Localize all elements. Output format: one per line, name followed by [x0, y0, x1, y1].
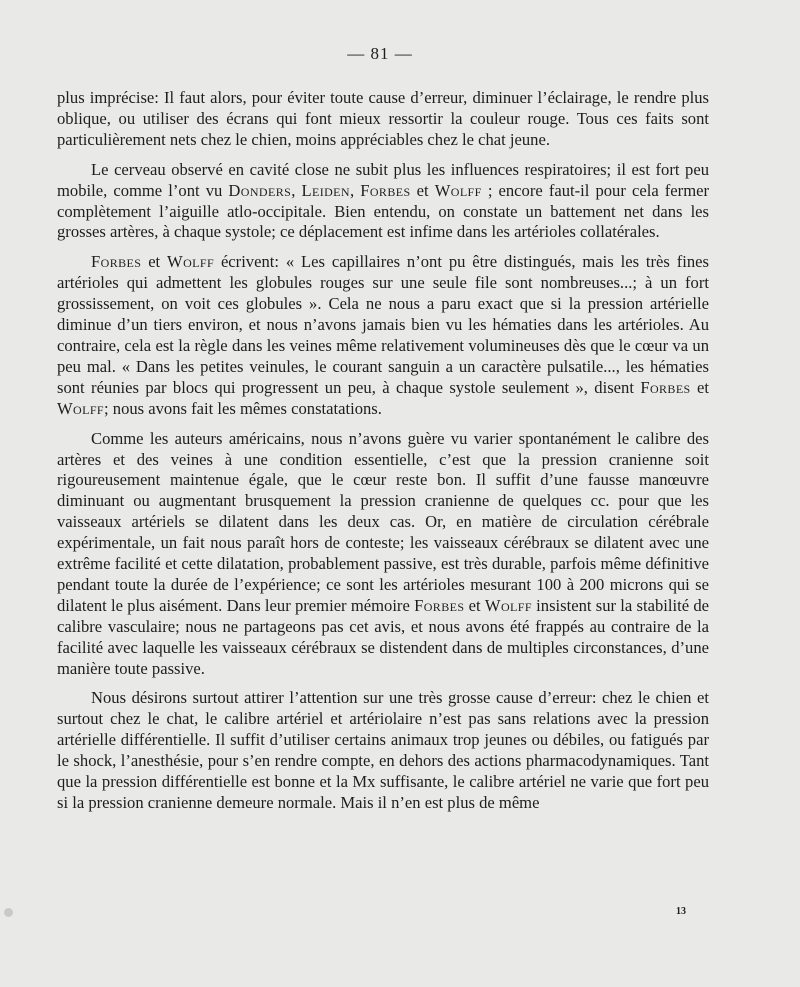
page-number: — 81 —	[347, 44, 413, 63]
author-name: Forbes	[640, 377, 691, 397]
paragraph: Forbes et Wolff écrivent: « Les capillaires n’ont pu être distingués, mais les très fines artérioles qui admettent les globules rouges sur une seule file sont nombreuses...; à un fort grossissement, on voit ces globules ». Cela ne nous a paru exact que si la pression artérielle diminue d’un tiers environ, et nous n’avons jamais bien vu les hématies dans les artérioles. Au contraire, cela est la règle dans les veines même relativement volumineuses dès que le cœur va un peu mal. « Dans les petites veinules, le courant sanguin a un caractère pulsatile..., les hématies sont réunies par blocs qui progressent un peu, à chaque systole seulement », disent Forbes et Wolff; nous avons fait les mêmes constatations.	[57, 252, 709, 418]
author-name: Forbes	[360, 180, 411, 200]
paragraph: Nous désirons surtout attirer l’attention sur une très grosse cause d’erreur: chez le chien et surtout chez le chat, le calibre artériel et artériolaire n’est pas sans relations avec la pression artérielle différentielle. Il suffit d’utiliser certains animaux trop jeunes ou débiles, ou fatigués par le shock, l’anesthésie, pour s’en rendre compte, en dehors des actions pharmacodynamiques. Tant que la pression différentielle est bonne et la Mx suffisante, le calibre artériel ne varie que fort peu si la pression cranienne demeure normale. Mais il n’en est plus de même	[57, 688, 709, 812]
paragraph: Comme les auteurs américains, nous n’avons guère vu varier spontanément le calibre des artères et des veines à une condition essentielle, c’est que la pression cranienne soit rigoureusement maintenue égale, que le cœur reste bon. Il suffit d’une fausse manœuvre diminuant ou augmentant brusquement la pression cranienne de quelques cc. pour que les vaisseaux artériels se dilatent dans les deux cas. Or, en matière de circulation cérébrale expérimentale, un fait nous paraît hors de conteste; les vaisseaux cérébraux se dilatent avec une extrême facilité et cette dilatation, probablement passive, est très durable, parfois même définitive pendant toute la durée de l’expérience; ce sont les artérioles mesurant 100 à 200 microns qui se dilatent le plus aisément. Dans leur premier mémoire Forbes et Wolff insistent sur la stabilité de calibre vasculaire; nous ne partageons pas cet avis, et nous avons été frappés au contraire de la facilité avec laquelle les vaisseaux cérébraux se distendent dans de multiples circonstances, d’une manière toute passive.	[57, 428, 709, 678]
binding-hole-mark	[4, 908, 13, 917]
author-name: Wolff	[57, 398, 105, 418]
author-name: Wolff	[484, 595, 532, 615]
author-name: Forbes	[91, 252, 142, 272]
paragraph: Le cerveau observé en cavité close ne subit plus les influences respiratoires; il est fort peu mobile, comme l’ont vu Donders, Leiden, Forbes et Wolff ; encore faut-il pour cela fermer complètement l’aiguille atlo-occipitale. Bien entendu, on constate un battement net dans les grosses artères, à chaque systole; ce déplacement est infime dans les artérioles collatérales.	[57, 159, 709, 242]
paragraph: plus imprécise: Il faut alors, pour éviter toute cause d’erreur, diminuer l’éclairage, le rendre plus oblique, ou utiliser des écrans qui font mieux ressortir la couleur rouge. Tous ces faits sont particulièrement nets chez le chien, moins appréciables chez le chat jeune.	[57, 88, 709, 149]
author-name: Wolff	[167, 252, 215, 272]
author-name: Forbes	[414, 595, 465, 615]
body-text	[57, 88, 709, 823]
author-name: Wolff	[434, 180, 482, 200]
author-name: Donders	[228, 180, 292, 200]
printer-signature-mark: 13	[676, 906, 686, 917]
author-name: Leiden	[301, 180, 350, 200]
